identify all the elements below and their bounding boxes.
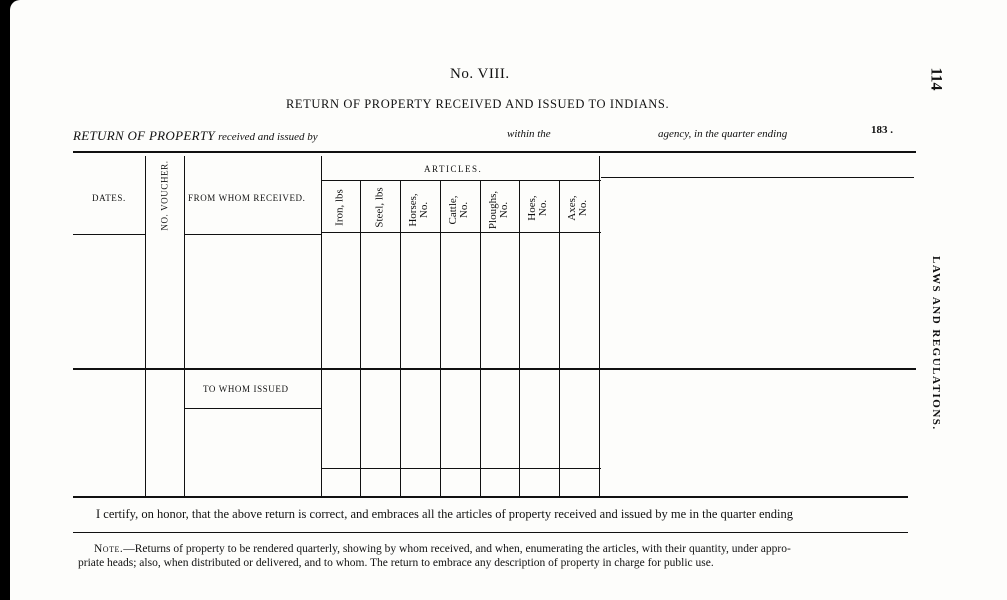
col-divider-horses [440, 180, 441, 496]
return-of-property-label: RETURN OF PROPERTY [73, 128, 215, 143]
within-the-label: within the [507, 128, 551, 140]
header-dates: DATES. [92, 193, 126, 203]
certificate-text: I certify, on honor, that the above return is correct, and embraces all the articles of property received and issued by me in the quarter ending [96, 507, 794, 521]
running-head: LAWS AND REGULATIONS. [930, 256, 942, 431]
header-ploughs: Ploughs, No. [487, 190, 510, 230]
header-articles: ARTICLES. [424, 164, 483, 174]
note-label: Note. [94, 543, 124, 555]
header-horses: Horses, No. [407, 193, 430, 227]
form-title: RETURN OF PROPERTY RECEIVED AND ISSUED TO INDIANS. [286, 97, 670, 111]
note-body-line1: —Returns of property to be rendered quarterly, showing by whom received, and when, enumerating the articles, with their quantity, under appro- [123, 543, 791, 555]
header-hoes: Hoes, No. [526, 195, 549, 221]
document-page [10, 0, 1007, 600]
col-divider-dates [145, 156, 146, 496]
certificate-bottom-rule [73, 532, 908, 533]
table-top-rule [73, 151, 916, 153]
col-divider-hoes [559, 180, 560, 496]
table-bottom-rule [73, 496, 908, 498]
year-prefix: 183 . [871, 124, 893, 136]
header-steel: Steel, lbs [373, 187, 386, 228]
dates-rule [73, 234, 145, 235]
form-number: No. VIII. [450, 66, 510, 82]
header-cattle: Cattle, No. [447, 195, 470, 225]
col-divider-ploughs [519, 180, 520, 496]
right-panel-rule [601, 177, 914, 178]
header-from-whom: FROM WHOM RECEIVED. [188, 193, 306, 203]
col-divider-iron [360, 180, 361, 496]
return-line-lead [73, 128, 318, 144]
note-body-line2: priate heads; also, when distributed or delivered, and to whom. The return to embrace any description of property in charge for public use. [78, 557, 714, 569]
page-number: 114 [927, 67, 945, 91]
col-divider-voucher [184, 156, 185, 496]
header-to-whom: TO WHOM ISSUED [203, 384, 289, 394]
col-divider-steel [400, 180, 401, 496]
col-divider-from [321, 156, 322, 496]
header-axes: Axes, No. [566, 195, 589, 221]
col-divider-cattle [480, 180, 481, 496]
note-text [94, 542, 924, 556]
to-whom-rule [184, 408, 321, 409]
header-voucher: NO. VOUCHER. [159, 160, 170, 231]
agency-quarter-label: agency, in the quarter ending [658, 128, 788, 140]
received-issued-by-label: received and issued by [218, 131, 318, 143]
mid-rule [73, 368, 916, 370]
header-iron: Iron, lbs [333, 189, 346, 226]
from-whom-rule [184, 234, 321, 235]
col-divider-axes [599, 156, 600, 496]
